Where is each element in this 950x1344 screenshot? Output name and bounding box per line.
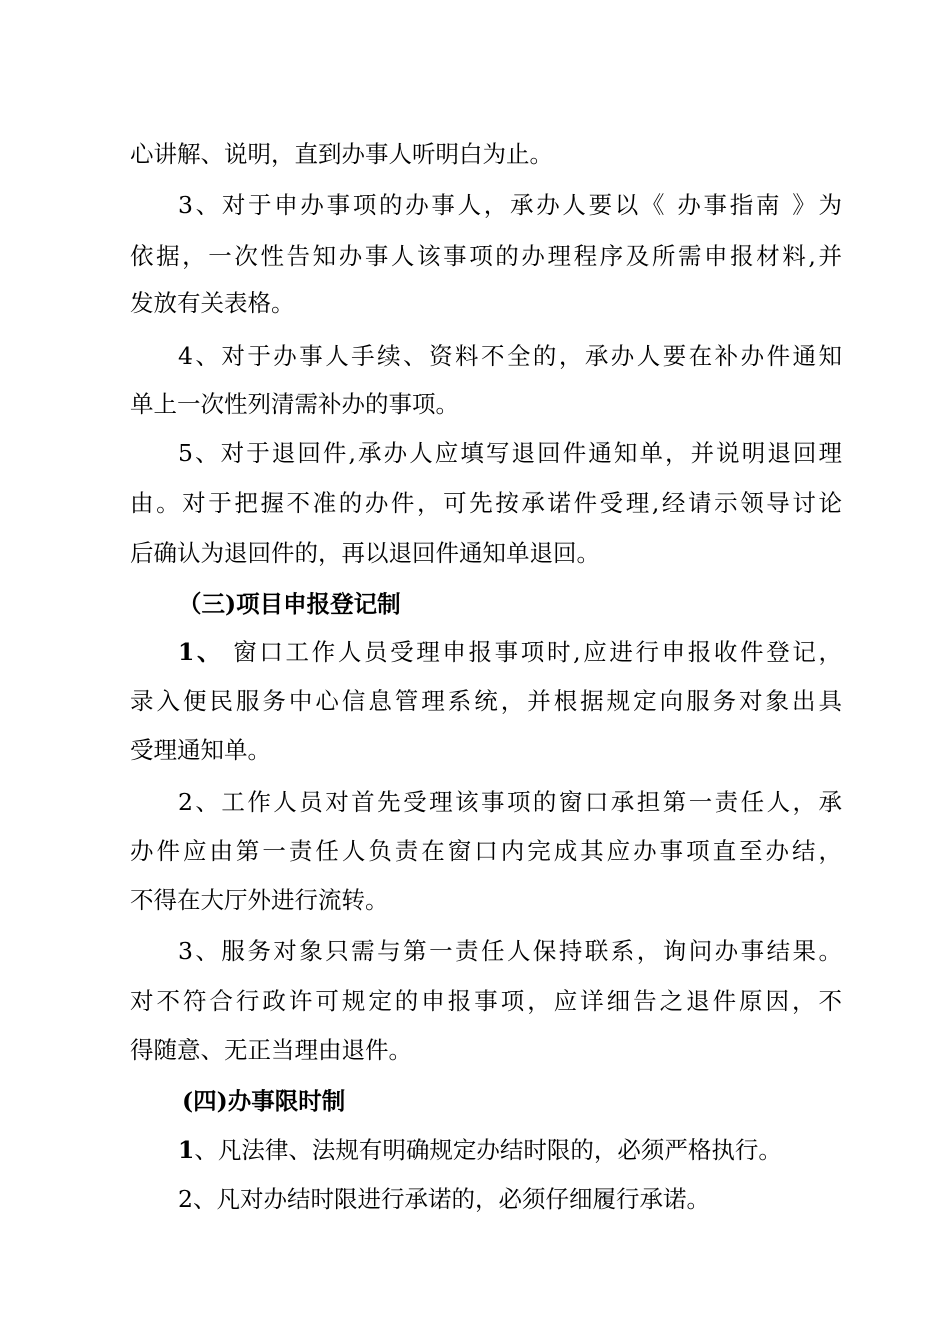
paragraph-line (178, 632, 842, 672)
item-number: 1、 (178, 638, 224, 666)
section-heading: （三)项目申报登记制 (178, 590, 401, 618)
paragraph-line: 受理通知单。 (130, 736, 271, 764)
paragraph-line (178, 1130, 842, 1170)
paragraph-line: 后确认为退回件的，再以退回件通知单退回。 (130, 539, 600, 567)
item-number: 1 (178, 1136, 195, 1164)
paragraph-line: 2、凡对办结时限进行承诺的，必须仔细履行承诺。 (178, 1185, 710, 1213)
paragraph-line: 得随意、无正当理由退件。 (130, 1036, 412, 1064)
paragraph-line: 发放有关表格。 (130, 289, 295, 317)
paragraph-line: 不得在大厅外进行流转。 (130, 886, 389, 914)
paragraph-line: 录入便民服务中心信息管理系统，并根据规定向服务对象出具 (130, 687, 842, 715)
paragraph-line: 心讲解、说明，直到办事人听明白为止。 (130, 140, 553, 168)
paragraph-line: 3、对于申办事项的办事人，承办人要以《 办事指南 》为 (178, 191, 842, 219)
paragraph-line: 对不符合行政许可规定的申报事项，应详细告之退件原因，不 (130, 987, 842, 1015)
item-text: 、凡法律、法规有明确规定办结时限的，必须严格执行。 (194, 1136, 782, 1164)
item-text: 窗口工作人员受理申报事项时,应进行申报收件登记， (223, 638, 842, 666)
paragraph-line: 依据，一次性告知办事人该事项的办理程序及所需申报材料,并 (130, 242, 842, 270)
paragraph-line: 4、对于办事人手续、资料不全的，承办人要在补办件通知 (178, 342, 842, 370)
section-heading: (四)办事限时制 (182, 1087, 346, 1115)
paragraph-line: 单上一次性列清需补办的事项。 (130, 390, 459, 418)
paragraph-line: 办件应由第一责任人负责在窗口内完成其应办事项直至办结， (130, 837, 842, 865)
paragraph-line: 2、工作人员对首先受理该事项的窗口承担第一责任人，承 (178, 788, 842, 816)
paragraph-line: 3、服务对象只需与第一责任人保持联系，询问办事结果。 (178, 937, 842, 965)
paragraph-line: 5、对于退回件,承办人应填写退回件通知单，并说明退回理 (178, 439, 842, 467)
paragraph-line: 由。对于把握不准的办件，可先按承诺件受理,经请示领导讨论 (130, 489, 842, 517)
